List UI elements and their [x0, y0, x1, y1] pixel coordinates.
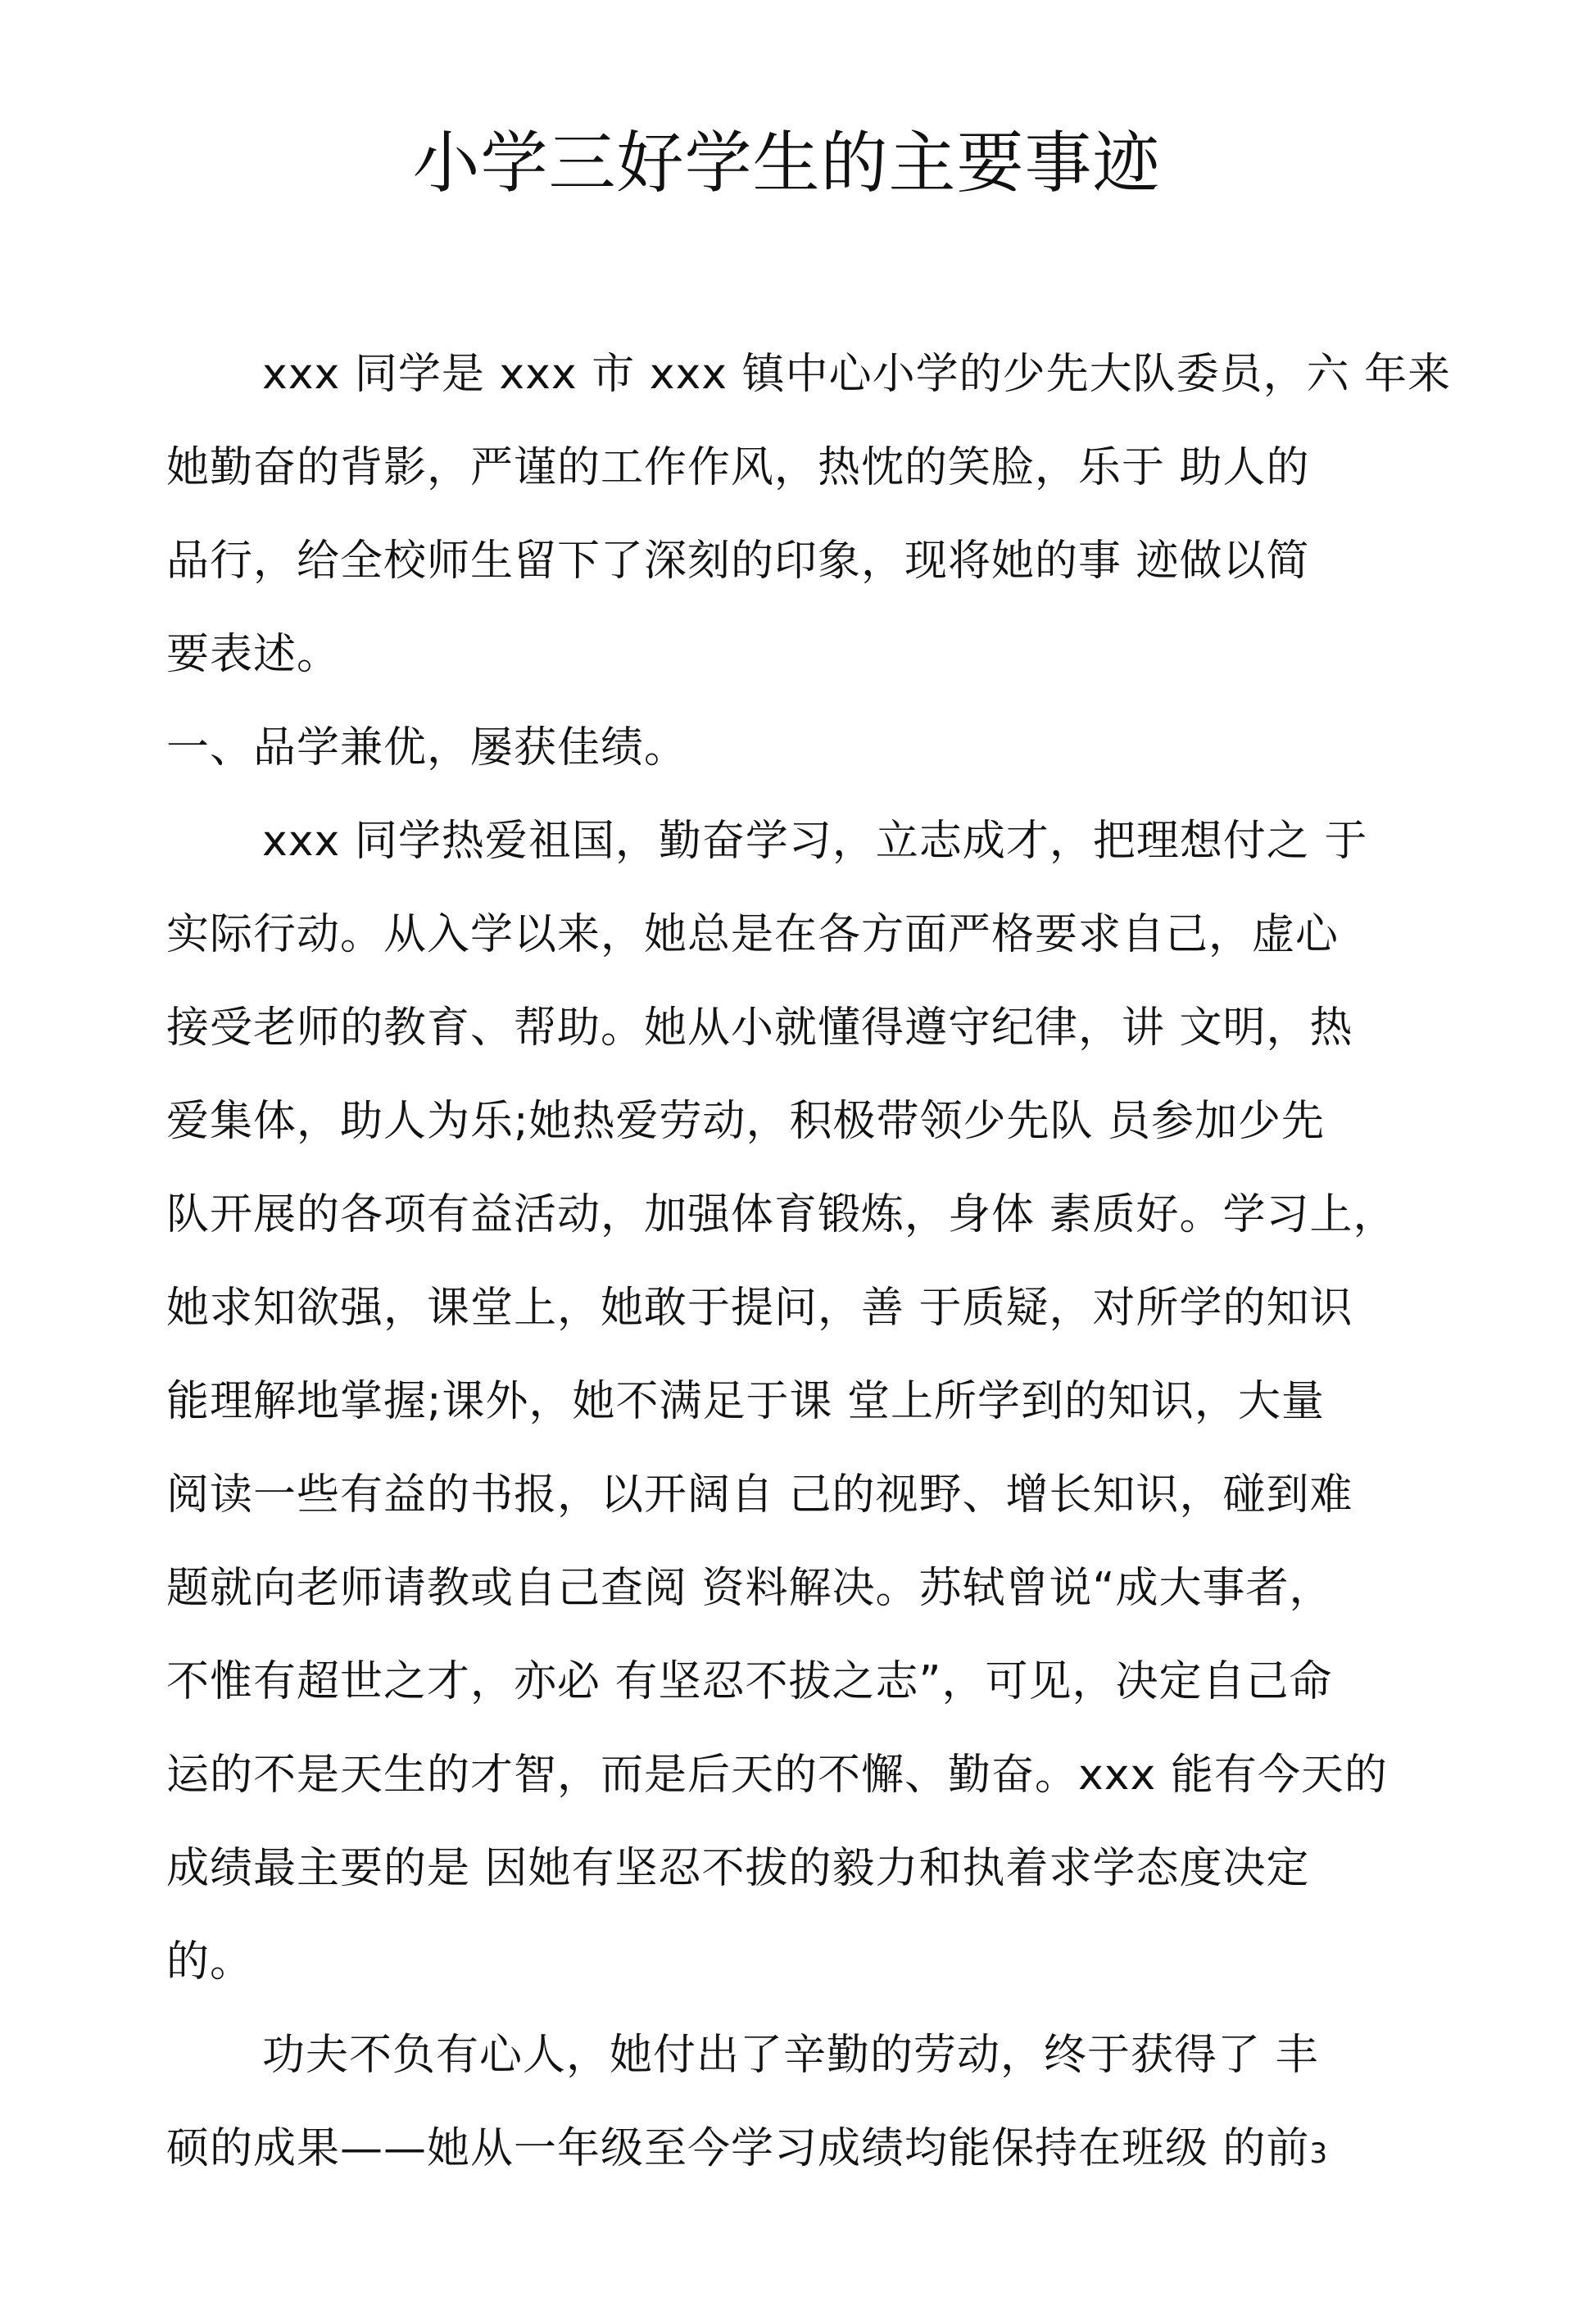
paragraph-line-11: 能理解地掌握;课外，她不满足于课 堂上所学到的知识，大量: [166, 1377, 1326, 1426]
paragraph-line-10: 她求知欲强，课堂上，她敢于提问，善 于质疑，对所学的知识: [166, 1284, 1353, 1333]
paragraph-line-9: 队开展的各项有益活动，加强体育锻炼，身体 素质好。学习上，: [166, 1190, 1397, 1239]
trailing-number: 3: [1309, 2137, 1329, 2170]
paragraph-line-13: 题就向老师请教或自己查阅 资料解决。苏轼曾说“成大事者，: [166, 1564, 1333, 1613]
paragraph-line-1: xxx 同学是 xxx 市 xxx 镇中心小学的少先大队委员，六 年来: [262, 350, 1452, 399]
paragraph-line-19-text: 硕的成果——她从一年级至今学习成绩均能保持在班级 的前: [166, 2124, 1310, 2173]
paragraph-line-5: xxx 同学热爱祖国，勤奋学习，立志成才，把理想付之 于: [262, 817, 1368, 866]
paragraph-line-4: 要表述。: [166, 630, 341, 679]
paragraph-line-3: 品行，给全校师生留下了深刻的印象，现将她的事 迹做以简: [166, 537, 1310, 586]
document-title: 小学三好学生的主要事迹: [412, 125, 1161, 202]
paragraph-line-2: 她勤奋的背影，严谨的工作作风，热忱的笑脸，乐于 助人的: [166, 443, 1310, 492]
paragraph-line-8: 爱集体，助人为乐;她热爱劳动，积极带领少先队 员参加少先: [166, 1097, 1326, 1146]
section-heading: 一、品学兼优，屡获佳绩。: [166, 723, 688, 772]
paragraph-line-6: 实际行动。从入学以来，她总是在各方面严格要求自己，虚心: [166, 910, 1340, 959]
paragraph-line-18: 功夫不负有心人，她付出了辛勤的劳动，终于获得了 丰: [262, 2031, 1319, 2080]
document-body: [166, 328, 1452, 2195]
paragraph-line-12: 阅读一些有益的书报，以开阔自 己的视野、增长知识，碰到难: [166, 1470, 1353, 1520]
paragraph-line-16: 成绩最主要的是 因她有坚忍不拔的毅力和执着求学态度决定: [166, 1844, 1310, 1893]
paragraph-line-19: [166, 2102, 1428, 2195]
paragraph-line-14: 不惟有超世之才，亦必 有坚忍不拔之志”，可见，决定自己命: [166, 1657, 1333, 1706]
paragraph-line-7: 接受老师的教育、帮助。她从小就懂得遵守纪律，讲 文明，热: [166, 1003, 1353, 1053]
paragraph-line-15: 运的不是天生的才智，而是后天的不懈、勤奋。xxx 能有今天的: [166, 1751, 1388, 1800]
paragraph-line-17: 的。: [166, 1937, 254, 1986]
